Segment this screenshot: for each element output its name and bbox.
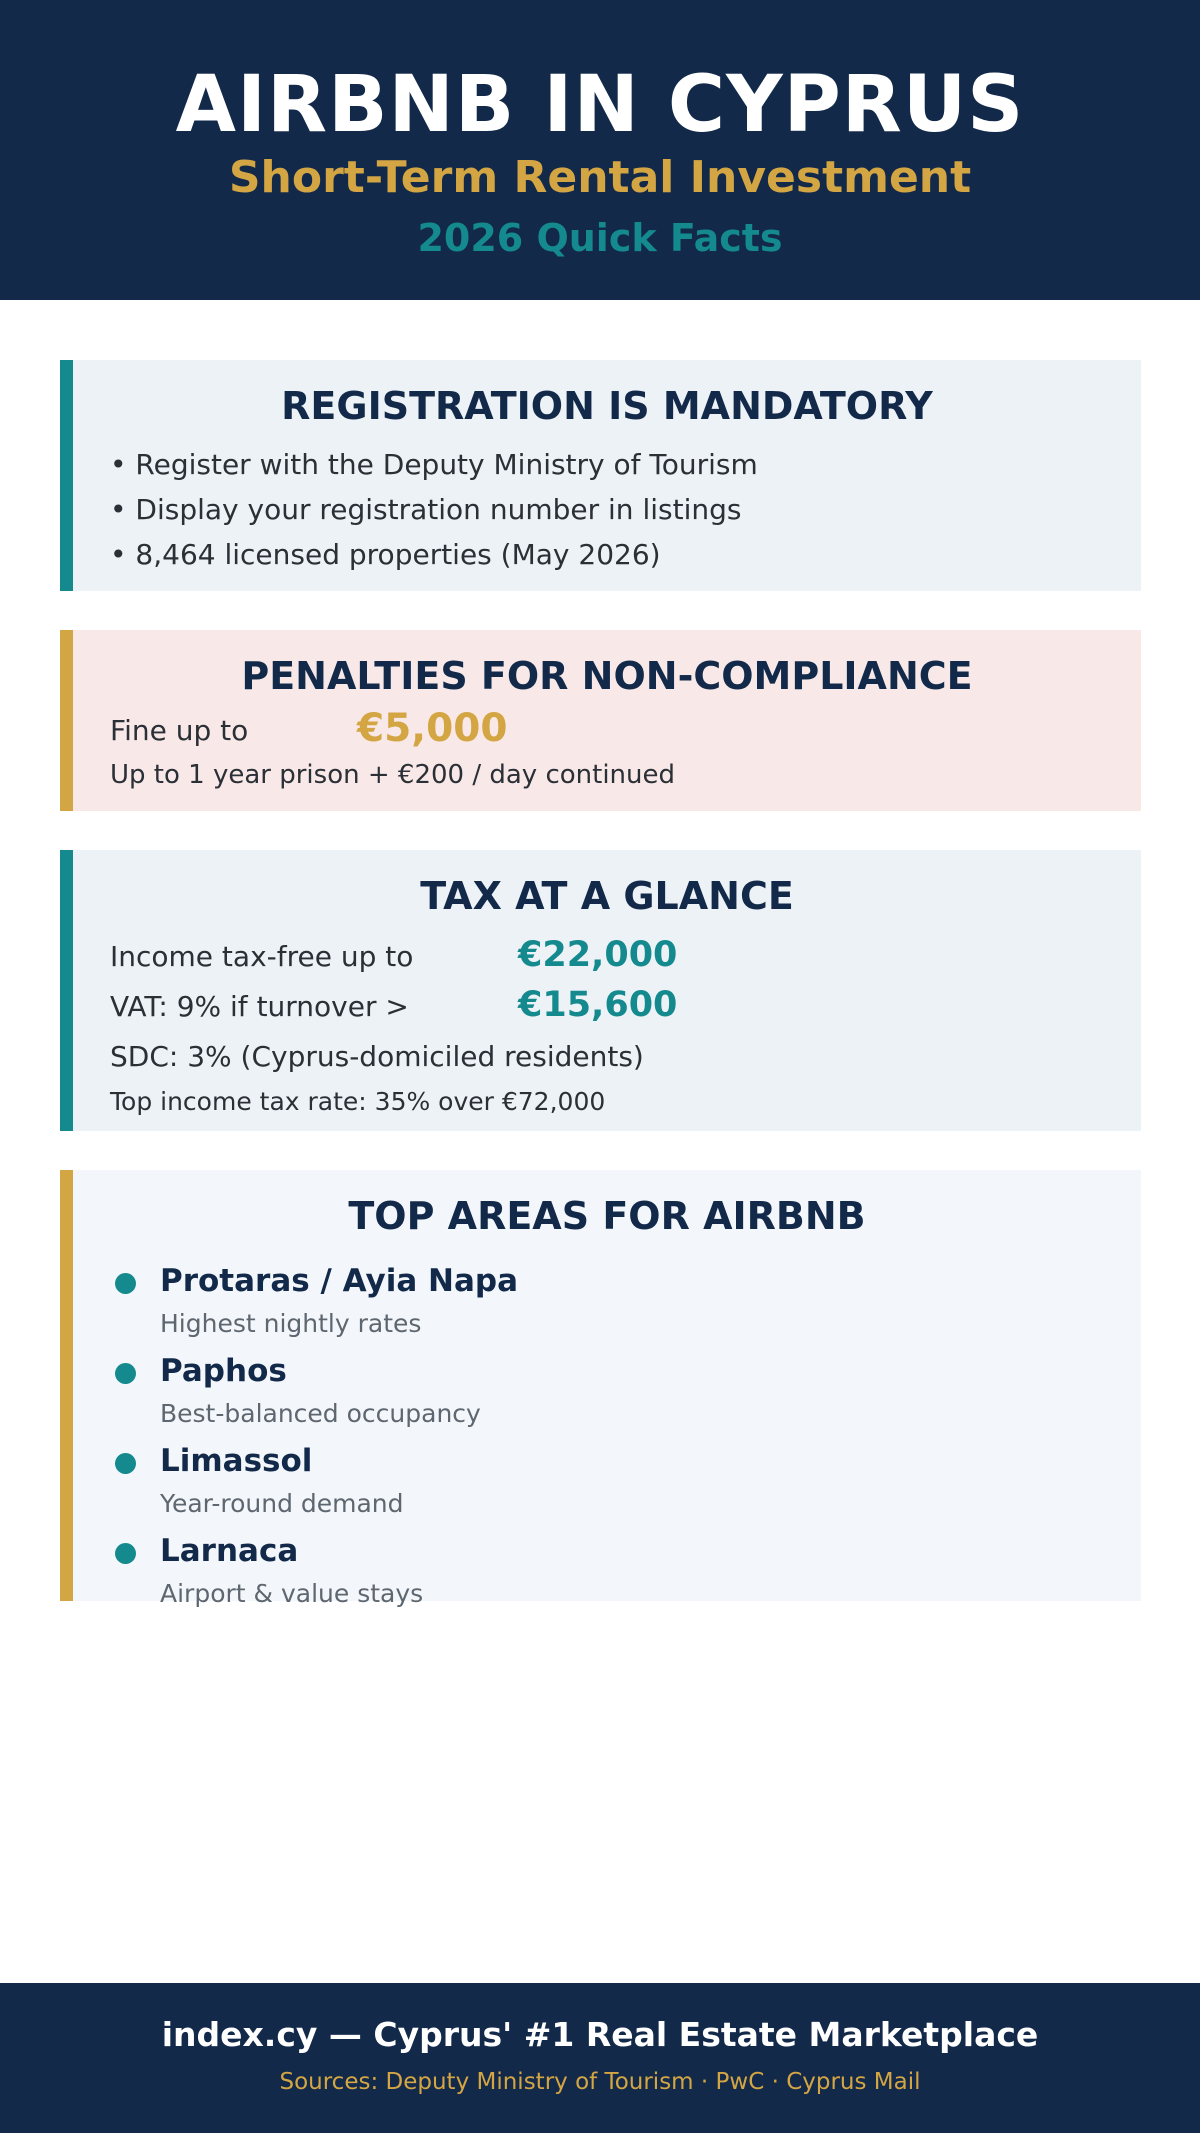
footer-title: index.cy — Cyprus' #1 Real Estate Marketplace — [161, 2015, 1039, 2054]
accent-bar — [60, 360, 73, 591]
top-areas-card — [60, 1170, 1141, 1608]
bullet-dot-icon — [115, 1453, 136, 1474]
penalties-extra: Up to 1 year prison + €200 / day continued — [110, 760, 676, 790]
registration-title: REGISTRATION IS MANDATORY — [281, 384, 933, 428]
registration-bullet: • Display your registration number in listings — [110, 493, 742, 526]
vat-value: €15,600 — [518, 985, 678, 1025]
accent-bar — [60, 630, 73, 811]
fine-value: €5,000 — [357, 706, 508, 751]
registration-bullet: • 8,464 licensed properties (May 2026) — [110, 538, 661, 571]
tax-title: TAX AT A GLANCE — [420, 874, 794, 918]
penalties-title: PENALTIES FOR NON-COMPLIANCE — [241, 654, 973, 698]
area-description: Year-round demand — [160, 1489, 404, 1518]
area-description: Airport & value stays — [160, 1579, 424, 1608]
sdc-text: SDC: 3% (Cyprus-domiciled residents) — [110, 1040, 644, 1073]
income-tax-label: Income tax-free up to — [110, 940, 414, 973]
area-description: Best-balanced occupancy — [160, 1399, 481, 1428]
footer-banner — [0, 1983, 1200, 2133]
footer-sources: Sources: Deputy Ministry of Tourism · PwC · Cyprus Mail — [279, 2069, 921, 2095]
header-banner — [0, 0, 1200, 300]
registration-card — [60, 360, 1141, 591]
area-description: Highest nightly rates — [160, 1309, 422, 1338]
tax-card — [60, 850, 1141, 1131]
area-name: Paphos — [160, 1353, 287, 1389]
page-tagline: 2026 Quick Facts — [417, 216, 783, 260]
area-name: Limassol — [160, 1443, 313, 1479]
income-tax-value: €22,000 — [518, 935, 678, 975]
bullet-dot-icon — [115, 1273, 136, 1294]
registration-bullet: • Register with the Deputy Ministry of Tourism — [110, 448, 758, 481]
vat-label: VAT: 9% if turnover > — [110, 990, 409, 1023]
accent-bar — [60, 1170, 73, 1601]
page-title: AIRBNB IN CYPRUS — [175, 60, 1025, 150]
area-name: Protaras / Ayia Napa — [160, 1263, 519, 1299]
page-subtitle: Short-Term Rental Investment — [228, 152, 972, 203]
bullet-dot-icon — [115, 1543, 136, 1564]
accent-bar — [60, 850, 73, 1131]
bullet-dot-icon — [115, 1363, 136, 1384]
area-name: Larnaca — [160, 1533, 299, 1569]
top-rate-text: Top income tax rate: 35% over €72,000 — [110, 1087, 606, 1116]
top-areas-title: TOP AREAS FOR AIRBNB — [348, 1194, 866, 1238]
penalties-card — [60, 630, 1141, 811]
fine-label: Fine up to — [110, 714, 249, 747]
